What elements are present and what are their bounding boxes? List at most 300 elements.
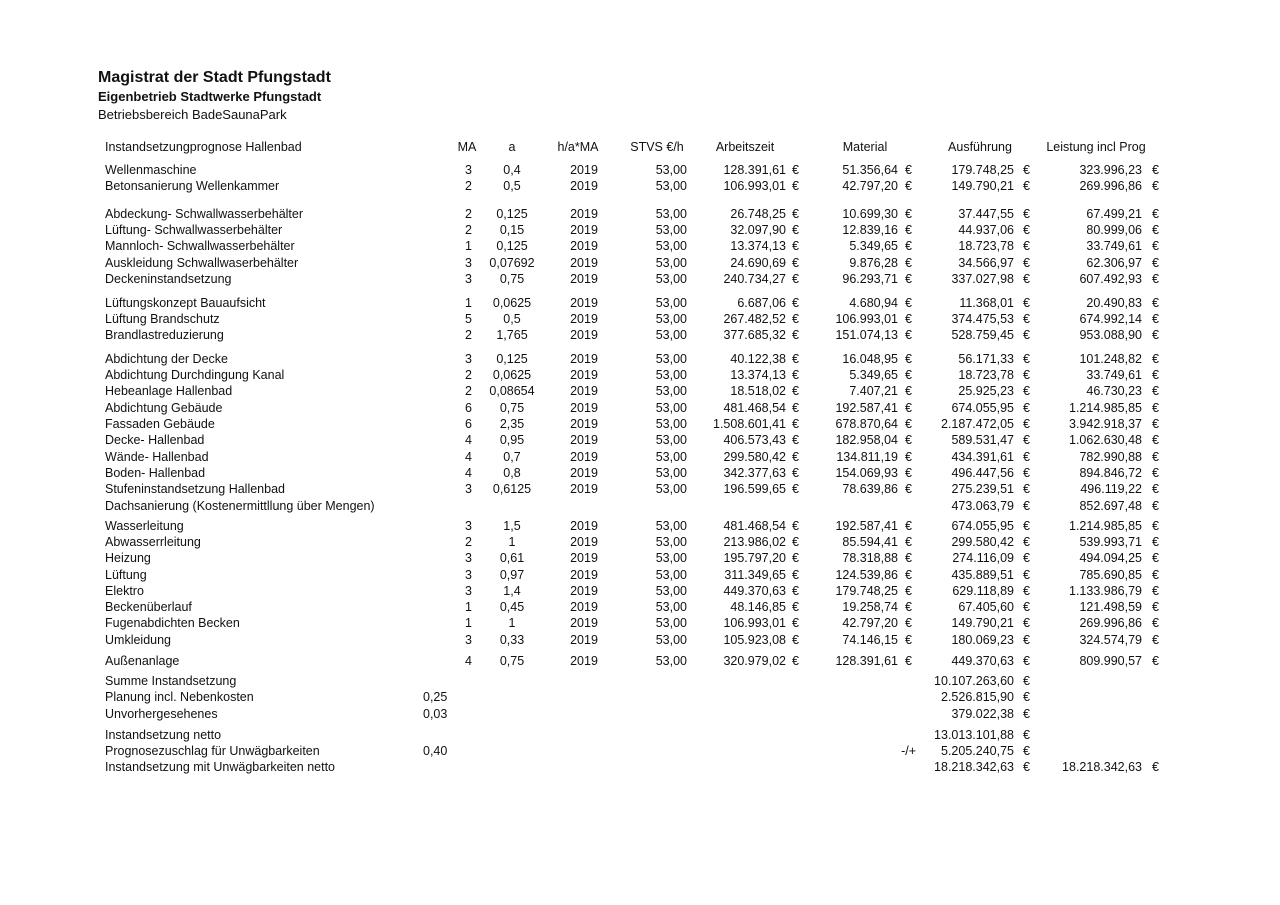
summary-leistung: 18.218.342,63 [1062,760,1142,774]
row-label: Abwasserrleitung [105,535,201,549]
cell-leistung: 539.993,71 [1079,535,1142,549]
summary-label: Prognosezuschlag für Unwägbarkeiten [105,744,320,758]
cell-stvs: 53,00 [655,384,687,398]
cell-ma: 1 [465,296,472,310]
cell-ausfuehrung: 434.391,61 [951,450,1014,464]
cell-ausfuehrung: 179.748,25 [951,163,1014,177]
currency-symbol: € [905,179,912,193]
cell-stvs: 53,00 [655,519,687,533]
currency-symbol: € [1152,450,1159,464]
currency-symbol: € [1152,433,1159,447]
summary-range-marker: -/+ [901,744,916,758]
cell-stvs: 53,00 [655,272,687,286]
summary-label: Planung incl. Nebenkosten [105,690,254,704]
cell-arbeitszeit: 406.573,43 [723,433,786,447]
cell-ma: 2 [465,328,472,342]
currency-symbol: € [1023,450,1030,464]
currency-symbol: € [792,223,799,237]
cell-stvs: 53,00 [655,163,687,177]
cell-a: 0,15 [499,223,525,237]
table-row [0,550,1280,566]
cell-material: 4.680,94 [849,296,898,310]
cell-hours: 2019 [570,551,598,565]
currency-symbol: € [905,551,912,565]
cell-material: 85.594,41 [842,535,898,549]
cell-leistung: 785.690,85 [1079,568,1142,582]
summary-row [0,706,1280,722]
cell-hours: 2019 [570,466,598,480]
cell-arbeitszeit: 18.518,02 [730,384,786,398]
cell-ausfuehrung: 180.069,23 [951,633,1014,647]
cell-a: 0,125 [496,239,528,253]
currency-symbol: € [1023,207,1030,221]
summary-ausfuehrung: 10.107.263,60 [934,674,1014,688]
cell-stvs: 53,00 [655,551,687,565]
currency-symbol: € [905,519,912,533]
row-label: Boden- Hallenbad [105,466,206,480]
cell-arbeitszeit: 106.993,01 [723,179,786,193]
row-label: Hebeanlage Hallenbad [105,384,233,398]
cell-ma: 2 [465,223,472,237]
currency-symbol: € [1023,499,1030,513]
cell-hours: 2019 [570,450,598,464]
currency-symbol: € [1023,633,1030,647]
cell-stvs: 53,00 [655,417,687,431]
cell-stvs: 53,00 [655,207,687,221]
cell-hours: 2019 [570,223,598,237]
cell-a: 0,33 [499,633,525,647]
currency-symbol: € [1152,352,1159,366]
cell-material: 42.797,20 [842,179,898,193]
cell-material: 78.318,88 [842,551,898,565]
currency-symbol: € [905,328,912,342]
cell-a: 0,125 [496,352,528,366]
cell-a: 1,5 [503,519,521,533]
currency-symbol: € [1023,482,1030,496]
table-row [0,481,1280,497]
cell-arbeitszeit: 195.797,20 [723,551,786,565]
currency-symbol: € [1152,328,1159,342]
currency-symbol: € [905,633,912,647]
currency-symbol: € [1152,179,1159,193]
header-division: Betriebsbereich BadeSaunaPark [98,107,287,122]
cell-leistung: 494.094,25 [1079,551,1142,565]
cell-stvs: 53,00 [655,368,687,382]
cell-arbeitszeit: 1.508.601,41 [713,417,786,431]
cell-hours: 2019 [570,616,598,630]
summary-factor: 0,25 [423,690,448,704]
cell-leistung: 1.214.985,85 [1069,519,1142,533]
summary-row [0,727,1280,743]
currency-symbol: € [905,417,912,431]
currency-symbol: € [1152,401,1159,415]
cell-hours: 2019 [570,654,598,668]
summary-row [0,743,1280,759]
cell-hours: 2019 [570,633,598,647]
cell-stvs: 53,00 [655,239,687,253]
currency-symbol: € [792,312,799,326]
cell-ausfuehrung: 473.063,79 [951,499,1014,513]
currency-symbol: € [1023,690,1030,704]
cell-hours: 2019 [570,296,598,310]
column-header-leistung: Leistung incl Prog [1046,140,1146,154]
row-label: Dachsanierung (Kostenermittllung über Mengen) [105,499,375,513]
cell-ausfuehrung: 299.580,42 [951,535,1014,549]
table-row [0,416,1280,432]
cell-a: 0,7 [503,450,521,464]
currency-symbol: € [1023,466,1030,480]
cell-hours: 2019 [570,352,598,366]
row-label: Brandlastreduzierung [105,328,224,342]
cell-ma: 1 [465,600,472,614]
currency-symbol: € [1152,296,1159,310]
currency-symbol: € [905,568,912,582]
cell-arbeitszeit: 449.370,63 [723,584,786,598]
column-header-hours: h/a*MA [557,140,599,154]
cell-hours: 2019 [570,401,598,415]
cell-a: 0,6125 [492,482,532,496]
table-row [0,271,1280,287]
currency-symbol: € [905,256,912,270]
row-label: Fugenabdichten Becken [105,616,240,630]
cell-ma: 4 [465,433,472,447]
cell-ma: 3 [465,568,472,582]
cell-hours: 2019 [570,163,598,177]
row-label: Lüftung- Schwallwasserbehälter [105,223,283,237]
cell-a: 1 [508,535,516,549]
cell-leistung: 894.846,72 [1079,466,1142,480]
row-label: Auskleidung Schwallwaserbehälter [105,256,299,270]
header-title: Magistrat der Stadt Pfungstadt [98,69,331,86]
currency-symbol: € [792,551,799,565]
cell-material: 12.839,16 [842,223,898,237]
cell-ma: 3 [465,256,472,270]
table-row [0,400,1280,416]
cell-a: 0,5 [503,179,521,193]
column-header-ausfuehrung: Ausführung [948,140,1012,154]
cell-arbeitszeit: 26.748,25 [730,207,786,221]
row-label: Decke- Hallenbad [105,433,205,447]
row-label: Beckenüberlauf [105,600,192,614]
currency-symbol: € [1152,163,1159,177]
cell-stvs: 53,00 [655,433,687,447]
cell-a: 0,45 [499,600,525,614]
cell-a: 0,8 [503,466,521,480]
cell-material: 128.391,61 [835,654,898,668]
cell-hours: 2019 [570,328,598,342]
cell-ausfuehrung: 274.116,09 [952,551,1014,565]
cell-ma: 2 [465,207,472,221]
cell-ausfuehrung: 435.889,51 [951,568,1014,582]
table-row [0,432,1280,448]
currency-symbol: € [905,312,912,326]
cell-hours: 2019 [570,600,598,614]
cell-a: 0,75 [499,272,525,286]
cell-ma: 2 [465,179,472,193]
currency-symbol: € [792,384,799,398]
table-row [0,295,1280,311]
currency-symbol: € [1152,466,1159,480]
row-label: Abdichtung der Decke [105,352,228,366]
column-header-label: Instandsetzungprognose Hallenbad [105,140,302,154]
cell-leistung: 33.749,61 [1086,368,1142,382]
cell-material: 5.349,65 [849,239,898,253]
cell-a: 0,08654 [489,384,535,398]
cell-stvs: 53,00 [655,482,687,496]
currency-symbol: € [1152,760,1159,774]
row-label: Abdichtung Gebäude [105,401,223,415]
currency-symbol: € [792,296,799,310]
column-header-arbeitszeit: Arbeitszeit [715,140,775,154]
cell-stvs: 53,00 [655,328,687,342]
table-row [0,327,1280,343]
currency-symbol: € [905,207,912,221]
currency-symbol: € [905,600,912,614]
cell-ausfuehrung: 374.475,53 [951,312,1014,326]
cell-stvs: 53,00 [655,616,687,630]
cell-stvs: 53,00 [655,256,687,270]
table-row [0,449,1280,465]
currency-symbol: € [1152,272,1159,286]
cell-arbeitszeit: 48.146,85 [730,600,786,614]
cell-material: 42.797,20 [842,616,898,630]
currency-symbol: € [905,223,912,237]
cell-a: 0,75 [499,401,525,415]
cell-hours: 2019 [570,179,598,193]
cell-material: 51.356,64 [842,163,898,177]
currency-symbol: € [792,272,799,286]
cell-material: 192.587,41 [835,401,898,415]
cell-arbeitszeit: 6.687,06 [737,296,786,310]
cell-hours: 2019 [570,312,598,326]
cell-arbeitszeit: 481.468,54 [723,519,786,533]
cell-ausfuehrung: 11.368,01 [959,296,1014,310]
cell-arbeitszeit: 377.685,32 [723,328,786,342]
currency-symbol: € [1023,384,1030,398]
summary-factor: 0,03 [423,707,448,721]
cell-leistung: 269.996,86 [1079,179,1142,193]
cell-ausfuehrung: 674.055,95 [951,519,1014,533]
summary-ausfuehrung: 379.022,38 [951,707,1014,721]
currency-symbol: € [1023,352,1030,366]
cell-stvs: 53,00 [655,296,687,310]
currency-symbol: € [792,433,799,447]
cell-stvs: 53,00 [655,535,687,549]
cell-leistung: 269.996,86 [1079,616,1142,630]
summary-row [0,673,1280,689]
cell-arbeitszeit: 481.468,54 [723,401,786,415]
row-label: Wellenmaschine [105,163,197,177]
currency-symbol: € [1152,384,1159,398]
currency-symbol: € [1152,417,1159,431]
cell-hours: 2019 [570,384,598,398]
cell-leistung: 496.119,22 [1080,482,1142,496]
cell-ma: 3 [465,584,472,598]
cell-stvs: 53,00 [655,600,687,614]
table-row [0,498,1280,514]
currency-symbol: € [905,584,912,598]
summary-label: Instandsetzung netto [105,728,222,742]
summary-ausfuehrung: 5.205.240,75 [941,744,1014,758]
cell-material: 124.539,86 [835,568,898,582]
cell-leistung: 1.133.986,79 [1069,584,1142,598]
row-label: Deckeninstandsetzung [105,272,232,286]
cell-material: 106.993,01 [835,312,898,326]
cell-arbeitszeit: 320.979,02 [723,654,786,668]
row-label: Fassaden Gebäude [105,417,215,431]
currency-symbol: € [1023,312,1030,326]
currency-symbol: € [792,163,799,177]
currency-symbol: € [905,296,912,310]
currency-symbol: € [1023,179,1030,193]
summary-row [0,759,1280,775]
currency-symbol: € [905,239,912,253]
cell-material: 151.074,13 [835,328,898,342]
row-label: Lüftung [105,568,147,582]
summary-ausfuehrung: 18.218.342,63 [934,760,1014,774]
cell-ma: 2 [465,535,472,549]
cell-ma: 3 [465,352,472,366]
currency-symbol: € [1023,654,1030,668]
table-row [0,238,1280,254]
table-row [0,367,1280,383]
cell-arbeitszeit: 128.391,61 [723,163,786,177]
cell-ausfuehrung: 18.723,78 [958,239,1014,253]
cell-arbeitszeit: 299.580,42 [723,450,786,464]
cell-arbeitszeit: 311.349,65 [724,568,786,582]
currency-symbol: € [792,654,799,668]
cell-material: 182.958,04 [835,433,898,447]
table-row [0,206,1280,222]
cell-arbeitszeit: 13.374,13 [730,368,786,382]
cell-material: 678.870,64 [835,417,898,431]
cell-material: 154.069,93 [835,466,898,480]
cell-a: 0,125 [496,207,528,221]
cell-ausfuehrung: 674.055,95 [951,401,1014,415]
cell-leistung: 1.062.630,48 [1069,433,1142,447]
cell-ausfuehrung: 337.027,98 [951,272,1014,286]
cell-ausfuehrung: 528.759,45 [951,328,1014,342]
currency-symbol: € [792,633,799,647]
column-header-ma: MA [457,140,477,154]
cell-leistung: 46.730,23 [1086,384,1142,398]
cell-a: 1 [508,616,516,630]
cell-hours: 2019 [570,433,598,447]
cell-arbeitszeit: 240.734,27 [723,272,786,286]
cell-stvs: 53,00 [655,352,687,366]
row-label: Elektro [105,584,144,598]
cell-leistung: 809.990,57 [1079,654,1142,668]
currency-symbol: € [1023,328,1030,342]
currency-symbol: € [792,239,799,253]
currency-symbol: € [1152,535,1159,549]
cell-material: 5.349,65 [849,368,898,382]
summary-factor: 0,40 [423,744,448,758]
table-row [0,567,1280,583]
summary-label: Unvorhergesehenes [105,707,218,721]
table-row [0,534,1280,550]
currency-symbol: € [1023,163,1030,177]
currency-symbol: € [1152,499,1159,513]
cell-material: 96.293,71 [842,272,898,286]
cell-ausfuehrung: 496.447,56 [951,466,1014,480]
cell-hours: 2019 [570,417,598,431]
cell-arbeitszeit: 105.923,08 [723,633,786,647]
cell-ausfuehrung: 56.171,33 [958,352,1014,366]
currency-symbol: € [1023,674,1030,688]
cell-leistung: 782.990,88 [1079,450,1142,464]
currency-symbol: € [1152,568,1159,582]
cell-material: 16.048,95 [842,352,898,366]
table-row [0,583,1280,599]
cell-ma: 3 [465,272,472,286]
cell-leistung: 953.088,90 [1079,328,1142,342]
table-row [0,653,1280,669]
row-label: Lüftung Brandschutz [105,312,220,326]
cell-a: 0,4 [503,163,521,177]
cell-material: 19.258,74 [842,600,898,614]
cell-arbeitszeit: 24.690,69 [730,256,786,270]
currency-symbol: € [1023,417,1030,431]
cell-a: 2,35 [499,417,525,431]
currency-symbol: € [905,450,912,464]
cell-material: 134.811,19 [836,450,898,464]
currency-symbol: € [1152,223,1159,237]
currency-symbol: € [1023,728,1030,742]
currency-symbol: € [1023,239,1030,253]
cell-hours: 2019 [570,584,598,598]
cell-a: 0,97 [499,568,525,582]
table-row [0,255,1280,271]
row-label: Betonsanierung Wellenkammer [105,179,280,193]
cell-hours: 2019 [570,482,598,496]
currency-symbol: € [905,401,912,415]
currency-symbol: € [905,433,912,447]
currency-symbol: € [1023,584,1030,598]
row-label: Abdeckung- Schwallwasserbehälter [105,207,304,221]
cell-ausfuehrung: 149.790,21 [951,179,1014,193]
cell-arbeitszeit: 267.482,52 [723,312,786,326]
currency-symbol: € [1023,760,1030,774]
currency-symbol: € [1152,600,1159,614]
row-label: Mannloch- Schwallwasserbehälter [105,239,295,253]
cell-a: 0,0625 [492,368,532,382]
cell-stvs: 53,00 [655,584,687,598]
currency-symbol: € [1152,584,1159,598]
currency-symbol: € [1023,707,1030,721]
cell-leistung: 323.996,23 [1079,163,1142,177]
summary-row [0,689,1280,705]
currency-symbol: € [1152,616,1159,630]
currency-symbol: € [1152,368,1159,382]
table-row [0,222,1280,238]
currency-symbol: € [792,466,799,480]
currency-symbol: € [1023,256,1030,270]
currency-symbol: € [1023,616,1030,630]
currency-symbol: € [792,535,799,549]
table-row [0,599,1280,615]
cell-leistung: 67.499,21 [1086,207,1142,221]
row-label: Wände- Hallenbad [105,450,209,464]
currency-symbol: € [1023,551,1030,565]
cell-stvs: 53,00 [655,633,687,647]
cell-arbeitszeit: 32.097,90 [730,223,786,237]
currency-symbol: € [792,417,799,431]
currency-symbol: € [905,616,912,630]
currency-symbol: € [1023,272,1030,286]
cell-leistung: 324.574,79 [1079,633,1142,647]
cell-ausfuehrung: 18.723,78 [958,368,1014,382]
